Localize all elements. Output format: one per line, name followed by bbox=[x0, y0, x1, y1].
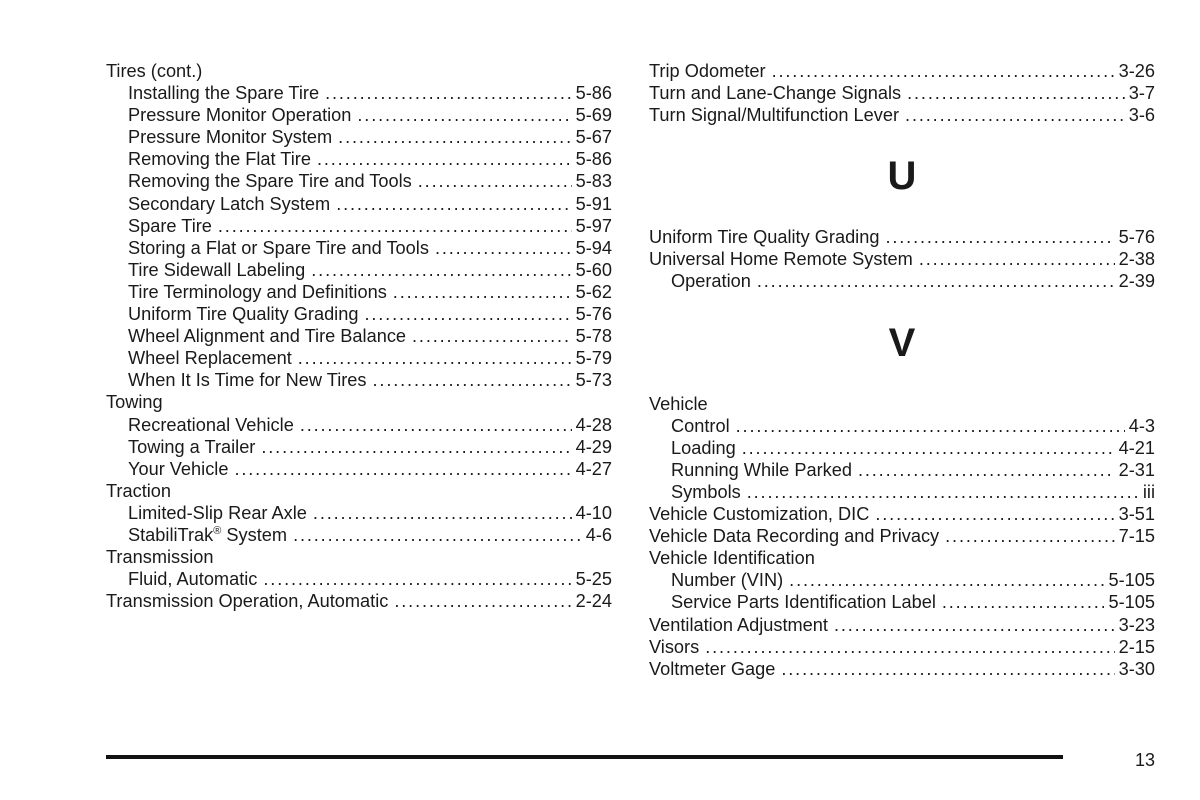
index-entry bbox=[106, 325, 612, 347]
index-entry-label: Turn and Lane-Change Signals bbox=[649, 83, 902, 104]
dot-leader bbox=[858, 459, 1115, 481]
index-entry-label: Secondary Latch System bbox=[128, 193, 331, 214]
index-column-left bbox=[106, 60, 612, 612]
index-entry-label: Traction bbox=[106, 480, 172, 501]
index-entry bbox=[649, 270, 1155, 292]
index-entry-page: 5-73 bbox=[575, 370, 612, 391]
index-entry-label: Service Parts Identification Label bbox=[671, 592, 936, 613]
index-entry bbox=[106, 568, 612, 590]
index-entry-page: 7-15 bbox=[1118, 526, 1155, 547]
dot-leader bbox=[907, 82, 1125, 104]
index-entry-page: 3-6 bbox=[1128, 105, 1155, 126]
index-entry-page: 5-86 bbox=[575, 83, 612, 104]
dot-leader bbox=[336, 193, 571, 215]
registered-mark: ® bbox=[213, 524, 222, 537]
index-entry-label: Uniform Tire Quality Grading bbox=[128, 304, 359, 325]
dot-leader bbox=[263, 568, 571, 590]
index-entry-page: 2-39 bbox=[1118, 271, 1155, 292]
dot-leader bbox=[338, 126, 571, 148]
index-entry-page: 2-31 bbox=[1118, 459, 1155, 480]
dot-leader bbox=[394, 590, 571, 612]
dot-leader bbox=[317, 148, 572, 170]
dot-leader bbox=[905, 104, 1125, 126]
index-entry bbox=[106, 259, 612, 281]
index-entry bbox=[649, 481, 1155, 503]
index-entry-page: 4-29 bbox=[575, 436, 612, 457]
index-entry bbox=[649, 82, 1155, 104]
index-entry bbox=[649, 591, 1155, 613]
index-entry-label: Wheel Alignment and Tire Balance bbox=[128, 326, 407, 347]
dot-leader bbox=[919, 248, 1115, 270]
index-entry-page: 5-69 bbox=[575, 105, 612, 126]
dot-leader bbox=[300, 414, 572, 436]
index-entry-label: Visors bbox=[649, 636, 700, 657]
index-entry-label: Vehicle Customization, DIC bbox=[649, 504, 870, 525]
index-entry bbox=[106, 502, 612, 524]
index-entry-label: Trip Odometer bbox=[649, 61, 766, 81]
index-entry-page: 5-62 bbox=[575, 281, 612, 302]
index-entry-page: 5-97 bbox=[575, 215, 612, 236]
index-entry bbox=[649, 503, 1155, 525]
index-entry bbox=[649, 248, 1155, 270]
index-entry bbox=[649, 60, 1155, 82]
index-entry-label: Recreational Vehicle bbox=[128, 414, 294, 435]
index-entry bbox=[106, 237, 612, 259]
index-entry-label: Turn Signal/Multifunction Lever bbox=[649, 105, 900, 126]
index-entry-page: 3-26 bbox=[1118, 61, 1155, 81]
index-entry-page: 5-78 bbox=[575, 326, 612, 347]
dot-leader bbox=[942, 591, 1105, 613]
index-entry-label: Pressure Monitor Operation bbox=[128, 105, 352, 126]
index-entry-label: Tire Sidewall Labeling bbox=[128, 259, 306, 280]
index-entry-label: Running While Parked bbox=[671, 459, 852, 480]
dot-leader bbox=[412, 325, 572, 347]
index-entry-label: Removing the Spare Tire and Tools bbox=[128, 171, 412, 192]
dot-leader bbox=[313, 502, 572, 524]
index-group-v bbox=[649, 393, 1155, 680]
index-heading bbox=[649, 547, 1155, 569]
index-entry-label: Limited-Slip Rear Axle bbox=[128, 502, 307, 523]
index-entry-page: iii bbox=[1142, 481, 1155, 502]
index-entry bbox=[106, 458, 612, 480]
index-heading bbox=[106, 546, 612, 568]
index-entry-label bbox=[128, 524, 287, 546]
index-heading bbox=[106, 480, 612, 502]
index-entry bbox=[649, 415, 1155, 437]
dot-leader bbox=[373, 369, 572, 391]
index-entry-page: 3-30 bbox=[1118, 658, 1155, 679]
index-entry-label: Universal Home Remote System bbox=[649, 249, 913, 270]
index-entry bbox=[106, 82, 612, 104]
index-entry-page: 2-24 bbox=[575, 591, 612, 612]
index-entry-label: Symbols bbox=[671, 481, 741, 502]
index-entry-page: 5-83 bbox=[575, 171, 612, 192]
dot-leader bbox=[234, 458, 571, 480]
index-entry bbox=[106, 148, 612, 170]
index-entry bbox=[649, 658, 1155, 680]
index-entry-label: Loading bbox=[671, 437, 736, 458]
dot-leader bbox=[945, 525, 1114, 547]
index-entry bbox=[106, 303, 612, 325]
index-entry-label: Tire Terminology and Definitions bbox=[128, 281, 387, 302]
dot-leader bbox=[293, 524, 582, 546]
dot-leader bbox=[834, 614, 1115, 636]
dot-leader bbox=[218, 215, 572, 237]
index-entry-label: Storing a Flat or Spare Tire and Tools bbox=[128, 237, 429, 258]
index-entry-label: Your Vehicle bbox=[128, 458, 229, 479]
dot-leader bbox=[261, 436, 571, 458]
index-entry-page: 3-51 bbox=[1118, 504, 1155, 525]
page-number: 13 bbox=[1134, 750, 1155, 770]
index-entry bbox=[649, 437, 1155, 459]
index-entry-page: 5-105 bbox=[1108, 592, 1155, 613]
index-entry bbox=[649, 104, 1155, 126]
dot-leader bbox=[705, 636, 1114, 658]
index-entry-label: Towing a Trailer bbox=[128, 436, 256, 457]
index-entry-label: Towing bbox=[106, 392, 163, 413]
index-entry-page: 4-21 bbox=[1118, 437, 1155, 458]
index-entry bbox=[106, 347, 612, 369]
dot-leader bbox=[747, 481, 1139, 503]
index-entry-label: Spare Tire bbox=[128, 215, 212, 236]
index-entry bbox=[106, 414, 612, 436]
index-entry-label: Pressure Monitor System bbox=[128, 127, 333, 148]
dot-leader bbox=[325, 82, 572, 104]
index-entry-page: 2-38 bbox=[1118, 249, 1155, 270]
index-entry-page: 5-60 bbox=[575, 259, 612, 280]
index-entry-page: 5-105 bbox=[1108, 570, 1155, 591]
dot-leader bbox=[298, 347, 572, 369]
index-entry-label: Tires (cont.) bbox=[106, 61, 203, 81]
index-entry-label: Wheel Replacement bbox=[128, 348, 292, 369]
dot-leader bbox=[418, 170, 572, 192]
dot-leader bbox=[742, 437, 1115, 459]
index-entry bbox=[649, 459, 1155, 481]
index-heading bbox=[106, 391, 612, 413]
index-entry-label: Vehicle Data Recording and Privacy bbox=[649, 526, 940, 547]
index-heading bbox=[649, 393, 1155, 415]
dot-leader bbox=[357, 104, 571, 126]
index-entry-page: 5-91 bbox=[575, 193, 612, 214]
footer-rule bbox=[106, 755, 1063, 759]
dot-leader bbox=[875, 503, 1114, 525]
index-entry-label: Ventilation Adjustment bbox=[649, 614, 828, 635]
index-entry-page: 4-27 bbox=[575, 458, 612, 479]
section-letter-v: V bbox=[888, 320, 916, 365]
index-heading bbox=[106, 60, 612, 82]
index-entry-page: 5-79 bbox=[575, 348, 612, 369]
index-entry bbox=[106, 170, 612, 192]
index-entry-page: 5-86 bbox=[575, 149, 612, 170]
index-entry-label: Transmission Operation, Automatic bbox=[106, 591, 389, 612]
index-entry-label: Installing the Spare Tire bbox=[128, 83, 320, 104]
index-entry bbox=[106, 281, 612, 303]
dot-leader bbox=[736, 415, 1125, 437]
index-entry-label-suffix: System bbox=[221, 524, 288, 545]
index-entry bbox=[106, 524, 612, 546]
index-entry-label: Voltmeter Gage bbox=[649, 658, 776, 679]
section-letter-u: U bbox=[887, 154, 917, 199]
index-entry-label: Removing the Flat Tire bbox=[128, 149, 311, 170]
index-entry bbox=[649, 614, 1155, 636]
index-entry bbox=[106, 215, 612, 237]
index-entry bbox=[106, 126, 612, 148]
index-entry-label: Operation bbox=[671, 271, 751, 292]
index-group-u bbox=[649, 226, 1155, 292]
index-entry-page: 5-76 bbox=[1118, 227, 1155, 248]
index-entry-label-text: StabiliTrak bbox=[128, 524, 214, 545]
index-entry-page: 3-23 bbox=[1118, 614, 1155, 635]
dot-leader bbox=[311, 259, 571, 281]
index-entry bbox=[649, 525, 1155, 547]
index-entry-label: Vehicle Identification bbox=[649, 548, 815, 569]
index-entry-page: 5-67 bbox=[575, 127, 612, 148]
dot-leader bbox=[757, 270, 1115, 292]
index-entry bbox=[106, 369, 612, 391]
dot-leader bbox=[393, 281, 572, 303]
index-entry-page: 5-76 bbox=[575, 304, 612, 325]
dot-leader bbox=[364, 303, 571, 325]
index-entry-label: Vehicle bbox=[649, 393, 708, 414]
index-entry-label: Control bbox=[671, 415, 730, 436]
index-entry-page: 5-94 bbox=[575, 237, 612, 258]
index-entry-page: 2-15 bbox=[1118, 636, 1155, 657]
index-entry bbox=[649, 569, 1155, 591]
dot-leader bbox=[781, 658, 1114, 680]
index-entry bbox=[106, 590, 612, 612]
dot-leader bbox=[772, 60, 1115, 82]
dot-leader bbox=[435, 237, 572, 259]
index-entry-label: Fluid, Automatic bbox=[128, 569, 258, 590]
index-entry-label: Uniform Tire Quality Grading bbox=[649, 227, 880, 248]
index-entry-label: When It Is Time for New Tires bbox=[128, 370, 367, 391]
index-entry-page: 4-6 bbox=[585, 524, 612, 545]
index-column-right bbox=[649, 60, 1155, 680]
index-entry-page: 4-3 bbox=[1128, 415, 1155, 436]
index-entry-page: 4-28 bbox=[575, 414, 612, 435]
index-entry bbox=[649, 636, 1155, 658]
dot-leader bbox=[789, 569, 1104, 591]
index-entry-page: 4-10 bbox=[575, 502, 612, 523]
index-entry-page: 5-25 bbox=[575, 569, 612, 590]
index-entry bbox=[106, 436, 612, 458]
index-entry bbox=[649, 226, 1155, 248]
index-group-t-continued bbox=[649, 60, 1155, 126]
index-entry-label: Number (VIN) bbox=[671, 570, 784, 591]
index-entry-page: 3-7 bbox=[1128, 83, 1155, 104]
index-entry bbox=[106, 193, 612, 215]
dot-leader bbox=[885, 226, 1114, 248]
index-entry-label: Transmission bbox=[106, 547, 214, 568]
index-entry bbox=[106, 104, 612, 126]
